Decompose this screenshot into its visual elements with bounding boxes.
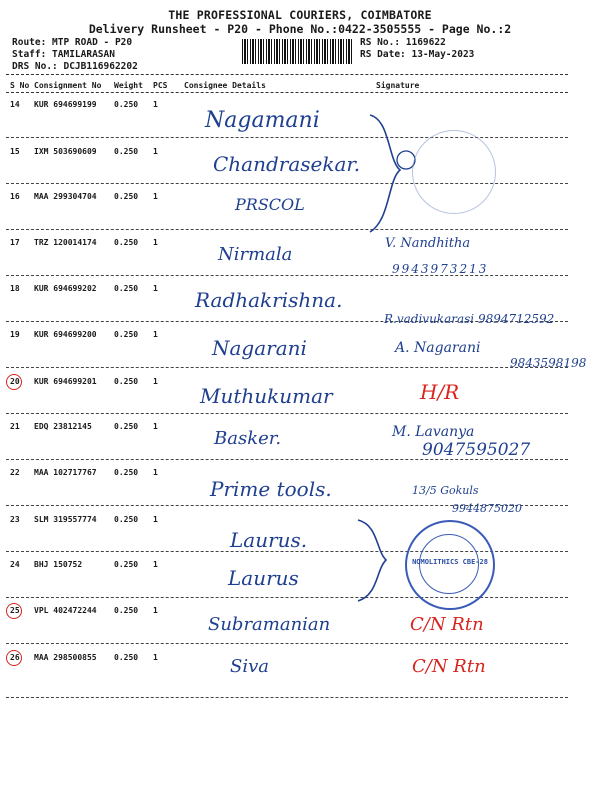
row-weight: 0.250: [114, 330, 139, 339]
handwritten-consignee: Laurus: [228, 566, 299, 590]
row-sno: 25: [10, 606, 20, 615]
handwritten-consignee: Nagarani: [212, 336, 307, 360]
signature-text: M. Lavanya: [392, 424, 475, 440]
row-divider: [6, 697, 568, 698]
row-consignment: KUR 694699199: [34, 100, 97, 109]
row-consignment: KUR 694699200: [34, 330, 97, 339]
signature-text: A. Nagarani: [395, 340, 481, 356]
signature-text: R.vadivukarasi 9894712592: [384, 312, 555, 326]
handwritten-consignee: Muthukumar: [200, 384, 333, 408]
row-sno: 17: [10, 238, 20, 247]
row-pcs: 1: [153, 653, 158, 662]
runsheet-subtitle: Delivery Runsheet - P20 - Phone No.:0422-3505555 - Page No.:2: [88, 22, 512, 36]
row-weight: 0.250: [114, 606, 139, 615]
brace-mark: [350, 515, 400, 605]
row-consignment: MAA 298500855: [34, 653, 97, 662]
col-sno: S No: [10, 81, 30, 90]
row-consignment: TRZ 120014174: [34, 238, 97, 247]
column-header-rule: [6, 92, 568, 93]
row-weight: 0.250: [114, 192, 139, 201]
row-divider: [6, 367, 568, 368]
signature-text: V. Nandhitha: [385, 236, 471, 251]
row-sno: 24: [10, 560, 20, 569]
row-pcs: 1: [153, 284, 158, 293]
rs-number: RS No.: 1169622: [360, 37, 446, 48]
col-pcs: PCS: [153, 81, 168, 90]
handwritten-consignee: Nirmala: [218, 244, 293, 265]
handwritten-consignee: Prime tools.: [210, 477, 332, 501]
col-consignee: Consignee Details: [184, 81, 266, 90]
row-weight: 0.250: [114, 560, 139, 569]
row-sno: 26: [10, 653, 20, 662]
row-weight: 0.250: [114, 147, 139, 156]
row-consignment: KUR 694699202: [34, 284, 97, 293]
row-divider: [6, 137, 568, 138]
row-divider: [6, 597, 568, 598]
handwritten-consignee: Siva: [230, 656, 269, 677]
faded-stamp: [412, 130, 496, 214]
table-row: [0, 653, 600, 663]
row-sno: 21: [10, 422, 20, 431]
table-row: [0, 515, 600, 525]
row-weight: 0.250: [114, 422, 139, 431]
row-weight: 0.250: [114, 284, 139, 293]
row-sno: 15: [10, 147, 20, 156]
remark-text: C/N Rtn: [412, 656, 486, 677]
row-weight: 0.250: [114, 377, 139, 386]
row-pcs: 1: [153, 192, 158, 201]
handwritten-consignee: Nagamani: [205, 108, 320, 133]
row-pcs: 1: [153, 560, 158, 569]
row-pcs: 1: [153, 238, 158, 247]
col-signature: Signature: [376, 81, 420, 90]
remark-text: C/N Rtn: [410, 614, 484, 635]
seal-text: NOMOLITHICS CBE-28: [412, 558, 488, 566]
row-sno: 14: [10, 100, 20, 109]
row-pcs: 1: [153, 377, 158, 386]
handwritten-consignee: Radhakrishna.: [195, 288, 343, 312]
row-sno: 18: [10, 284, 20, 293]
phone-text: 9047595027: [422, 440, 531, 460]
row-consignment: VPL 402472244: [34, 606, 97, 615]
handwritten-consignee: Subramanian: [208, 614, 331, 635]
row-divider: [6, 643, 568, 644]
row-weight: 0.250: [114, 653, 139, 662]
row-consignment: BHJ 150752: [34, 560, 83, 569]
table-row: [0, 422, 600, 432]
row-weight: 0.250: [114, 468, 139, 477]
row-pcs: 1: [153, 330, 158, 339]
row-weight: 0.250: [114, 238, 139, 247]
row-consignment: SLM 319557774: [34, 515, 97, 524]
row-weight: 0.250: [114, 100, 139, 109]
phone-text: 9943973213: [392, 262, 489, 276]
row-consignment: MAA 299304704: [34, 192, 97, 201]
phone-text: 9944875020: [452, 502, 522, 515]
row-pcs: 1: [153, 468, 158, 477]
handwritten-consignee: Basker.: [214, 428, 282, 449]
signature-text: 13/5 Gokuls: [412, 484, 479, 497]
rs-date: RS Date: 13-May-2023: [360, 49, 475, 60]
handwritten-consignee: Laurus.: [230, 528, 308, 552]
row-consignment: MAA 102717767: [34, 468, 97, 477]
red-circle-mark: [6, 650, 22, 666]
brace-mark: [360, 110, 420, 240]
remark-text: H/R: [420, 380, 460, 404]
row-divider: [6, 229, 568, 230]
row-consignment: KUR 694699201: [34, 377, 97, 386]
row-divider: [6, 413, 568, 414]
row-pcs: 1: [153, 100, 158, 109]
company-seal: [405, 520, 495, 610]
handwritten-consignee: Chandrasekar.: [213, 152, 361, 176]
row-pcs: 1: [153, 606, 158, 615]
row-pcs: 1: [153, 515, 158, 524]
red-circle-mark: [6, 603, 22, 619]
row-sno: 19: [10, 330, 20, 339]
route-label: Route: MTP ROAD - P20: [12, 37, 133, 48]
staff-label: Staff: TAMILARASAN: [12, 49, 115, 60]
barcode: [242, 39, 354, 64]
row-sno: 20: [10, 377, 20, 386]
row-pcs: 1: [153, 147, 158, 156]
red-circle-mark: [6, 374, 22, 390]
handwritten-consignee: PRSCOL: [235, 195, 305, 214]
table-row: [0, 238, 600, 248]
row-consignment: IXM 503690609: [34, 147, 97, 156]
company-title: THE PROFESSIONAL COURIERS, COIMBATORE: [168, 8, 432, 22]
table-row: [0, 560, 600, 570]
col-consignment: Consignment No: [34, 81, 102, 90]
col-weight: Weight: [114, 81, 143, 90]
row-weight: 0.250: [114, 515, 139, 524]
row-sno: 22: [10, 468, 20, 477]
phone-text: 9843598198: [510, 356, 587, 370]
row-consignment: EDQ 23812145: [34, 422, 92, 431]
row-sno: 23: [10, 515, 20, 524]
row-sno: 16: [10, 192, 20, 201]
row-pcs: 1: [153, 422, 158, 431]
drs-label: DRS No.: DCJB116962202: [12, 61, 138, 72]
header-rule: [6, 74, 568, 75]
